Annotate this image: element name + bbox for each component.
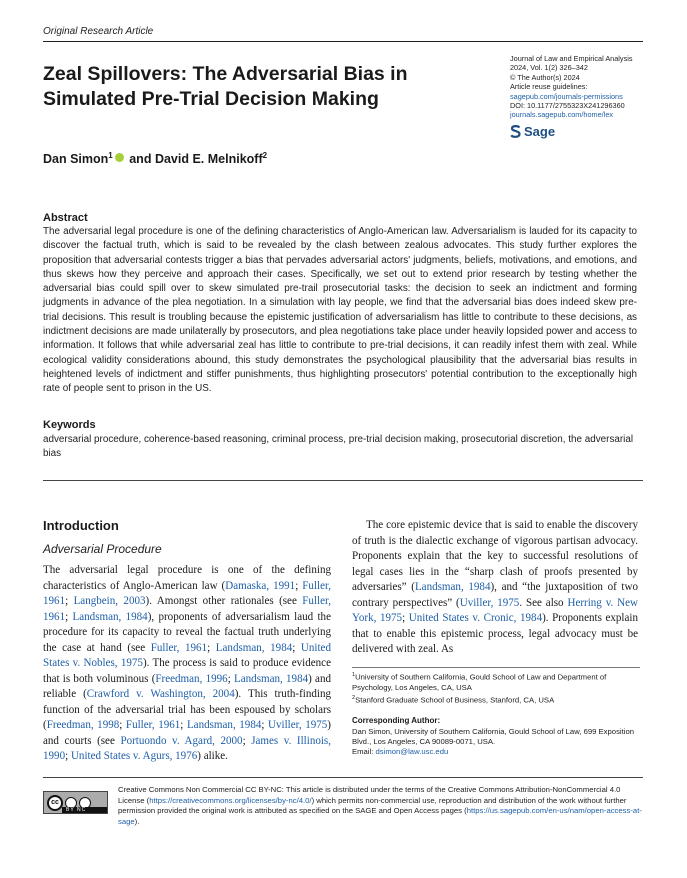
citation-link[interactable]: United States v. Cronic, 1984 — [408, 612, 543, 624]
journal-volume: 2024, Vol. 1(2) 326–342 — [510, 63, 588, 73]
abstract-heading: Abstract — [43, 212, 88, 224]
paragraph — [352, 518, 638, 658]
cc-icon: cc — [47, 795, 63, 811]
license-text — [118, 785, 643, 827]
corresponding-author-heading: Corresponding Author: — [352, 716, 441, 725]
footnote-divider — [352, 667, 640, 668]
text-run: ; — [402, 612, 409, 624]
citation-link[interactable]: Langbein, 2003 — [73, 595, 146, 607]
citation-link[interactable]: Uviller, 1975 — [268, 719, 328, 731]
citation-link[interactable]: Fuller, 1961 — [125, 719, 181, 731]
sage-s-icon — [510, 125, 521, 138]
paper-title: Zeal Spillovers: The Adversarial Bias in Simulated Pre-Trial Decision Making — [43, 63, 408, 110]
text-run: ; — [207, 641, 216, 654]
citation-link[interactable]: Freedman, 1998 — [46, 719, 120, 731]
license-text-c: ). — [134, 816, 140, 826]
text-run: . See also — [519, 596, 568, 609]
text-run: ) and reliable ( — [43, 672, 331, 700]
keywords-heading: Keywords — [43, 419, 96, 431]
author-1: Dan Simon — [43, 152, 109, 167]
text-run: The core epistemic device that is said to enable the discovery of truth is the dialectic exchange of vigorous partisan advocacy. Proponents explain that the key to successful resolutions of legal cases lies in the “sharp clash of proofs presented by adversaries” ( — [352, 519, 638, 593]
text-run: ; — [65, 595, 74, 607]
citation-link[interactable]: Landsman, 1984 — [215, 641, 293, 654]
citation-link[interactable]: Herring v. New York, 1975 — [352, 596, 638, 624]
citation-link[interactable]: James v. Illinois, 1990 — [43, 734, 331, 762]
journal-home-link[interactable]: journals.sagepub.com/home/lex — [510, 110, 614, 120]
text-run: ; — [65, 610, 73, 623]
author-1-affil: 1 — [108, 151, 113, 160]
affiliation-1 — [352, 670, 642, 693]
cc-license-badge[interactable] — [43, 791, 108, 814]
corresponding-author — [352, 727, 652, 758]
header-divider — [43, 41, 643, 42]
text-run: The adversarial legal procedure is one of the defining characteristics of Anglo-American law ( — [43, 564, 331, 592]
citation-link[interactable]: Fuller, 1961 — [43, 595, 331, 623]
keywords-text: adversarial procedure, coherence-based reasoning, criminal process, pre-trial decision making, prosecutorial discretion, the adversarial bias — [43, 434, 634, 459]
author-list — [43, 151, 267, 166]
journal-name: Journal of Law and Empirical Analysis — [510, 54, 633, 63]
affiliation-2-text: Stanford Graduate School of Business, Stanford, CA, USA — [355, 695, 555, 705]
text-run: ). This truth-finding function of the adversarial trial has been espoused by scholars ( — [43, 688, 332, 731]
email-label: Email: — [352, 747, 376, 757]
author-conjunction: and — [129, 152, 152, 167]
body-column-right — [352, 518, 638, 658]
affiliation-1-text: University of Southern California, Gould School of Law and Department of Psychology, Los Angeles, CA, USA — [352, 672, 607, 692]
email-link[interactable]: dsimon@law.usc.edu — [375, 747, 449, 757]
citation-link[interactable]: Damaska, 1991 — [225, 579, 296, 592]
citation-link[interactable]: Landsman, 1984 — [186, 719, 262, 731]
text-run: ). Proponents explain that to enable this epistemic process, legal advocacy must be delivered with zeal. As — [352, 612, 638, 655]
text-run: ; — [180, 719, 187, 731]
orcid-icon[interactable] — [115, 153, 124, 162]
reuse-label: Article reuse guidelines: — [510, 82, 588, 92]
text-run: ; — [227, 672, 234, 685]
affiliation-1-marker: 1 — [352, 672, 356, 678]
text-run: ; — [261, 719, 269, 731]
license-divider — [43, 777, 643, 778]
text-run: ; — [295, 579, 303, 592]
affiliation-2-marker: 2 — [352, 694, 356, 701]
section-divider — [43, 480, 643, 481]
permissions-link[interactable]: sagepub.com/journals-permissions — [510, 91, 623, 101]
citation-link[interactable]: United States v. Nobles, 1975 — [43, 641, 331, 669]
license-text-a: Creative Commons Non Commercial CC BY-NC: This article is distributed under the terms of the Creative Commons Attribution-NonCommercial 4.0 License ( — [118, 785, 621, 805]
doi: DOI: 10.1177/2755323X241296360 — [510, 101, 625, 111]
citation-link[interactable]: Portuondo v. Agard, 2000 — [120, 734, 243, 747]
text-run: ). Amongst other rationales (see — [145, 595, 303, 607]
paragraph — [43, 563, 331, 765]
author-2: David E. Melnikoff — [154, 152, 263, 167]
sage-wordmark: Sage — [524, 124, 556, 139]
cc-badge-strip: BY NC — [62, 807, 107, 813]
affiliation-2 — [352, 693, 642, 706]
citation-link[interactable]: United States v. Agurs, 1976 — [70, 750, 198, 762]
sage-logo — [510, 124, 555, 139]
license-text-b: ) which permits non-commercial use, reproduction and distribution of the work without further permission provided the original work is attributed as specified on the SAGE and Open Access pages ( — [118, 795, 627, 816]
body-column-left — [43, 563, 331, 765]
corresponding-address: Dan Simon, University of Southern California, Gould School of Law, 699 Exposition Blvd., Los Angeles, CA 90089-0071, USA. — [352, 727, 635, 747]
article-type: Original Research Article — [43, 26, 154, 37]
text-run: ) and courts (see — [43, 719, 331, 747]
citation-link[interactable]: Landsman, 1984 — [414, 581, 491, 593]
subsection-heading: Adversarial Procedure — [43, 542, 162, 556]
text-run: ; — [119, 719, 126, 731]
text-run: ) alike. — [197, 750, 228, 762]
intro-heading: Introduction — [43, 518, 119, 533]
citation-link[interactable]: Freedman, 1996 — [155, 672, 228, 685]
citation-link[interactable]: Crawford v. Washington, 2004 — [86, 688, 235, 700]
open-access-link[interactable]: https://us.sagepub.com/en-us/nam/open-access-at-sage — [118, 806, 642, 826]
citation-link[interactable]: Landsman, 1984 — [72, 610, 148, 623]
citation-link[interactable]: Fuller, 1961 — [43, 579, 331, 607]
abstract-text: The adversarial legal procedure is one of the defining characteristics of Anglo-American law. Adversarialism is lauded for its capacity to discover the factual truth, which is said to be revealed by the clash between zealous advocates. This study further explores the proposition that adversarial contests trigger a bias that pervades adversarial actors' judgments, beliefs, motivations, and emotions, and thus skews how they perceive and approach their cases. Specifically, we set out to extend prior research by testing whether the adversarial bias could spill over to skew simulated pre-trail prosecutorial tasks: the decision to seek an indictment and forming judgments in advance of the plea negotiation. In a simulation with lay people, we find that the adversarial bias does indeed skew pre-trial decisions. This result is troubling because the epistemic justification of adversarialism has little to contribute to these decisions, as indictment decisions are made unilaterally by prosecutors, and plea negotiations take place under heavily lopsided power and access to information. It follows that while adversarial zeal has little to contribute to pre-trial decisions, it can readily infest them with zeal. While ecological validity considerations abound, this study demonstrates the psychological plausibility that the adversarial bias results in heightened levels of indictment and stiffer punishments, thus highlighting prosecutors' potential contribution to the exceptionally high rate of people sent to prison in the US. — [43, 226, 637, 395]
text-run: ). The process is said to produce evidence that is both voluminous ( — [43, 657, 331, 685]
copyright: © The Author(s) 2024 — [510, 72, 580, 82]
affiliations — [352, 670, 642, 706]
text-run: ; — [65, 750, 71, 762]
text-run: ), and “the juxtaposition of two contrary perspectives” ( — [352, 581, 639, 609]
citation-link[interactable]: Landsman, 1984 — [234, 672, 309, 685]
text-run: ; — [292, 641, 301, 654]
license-link[interactable]: https://creativecommons.org/licenses/by-nc/4.0/ — [149, 795, 312, 805]
citation-link[interactable]: Uviller, 1975 — [459, 596, 520, 609]
email-line — [352, 747, 652, 757]
citation-link[interactable]: Fuller, 1961 — [150, 641, 208, 654]
text-run: ), proponents of adversarialism laud the procedure for its capacity to reveal the factual truth underlying the case at hand (see — [43, 610, 331, 654]
author-2-affil: 2 — [262, 151, 268, 160]
journal-info — [510, 54, 660, 120]
text-run: ; — [242, 734, 252, 747]
